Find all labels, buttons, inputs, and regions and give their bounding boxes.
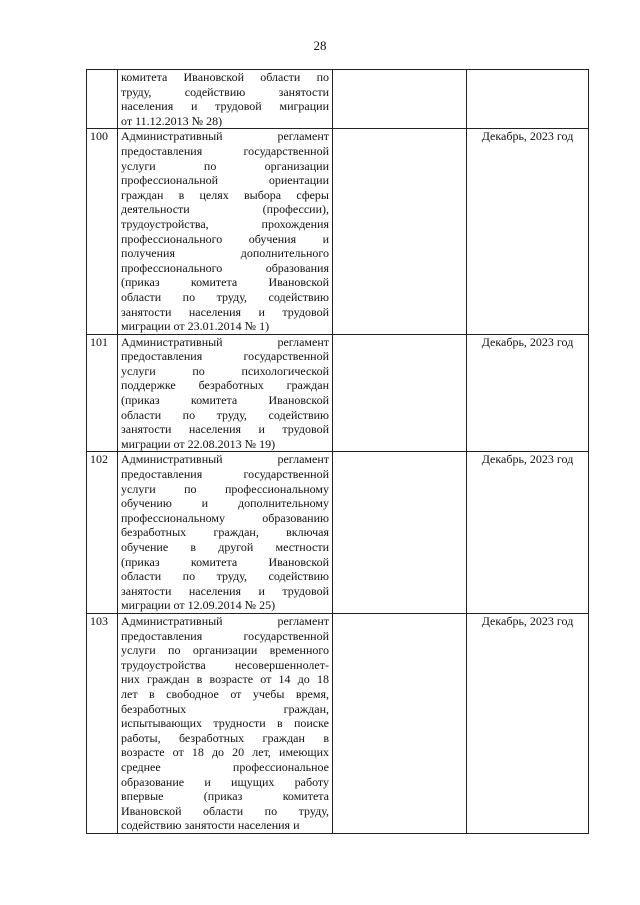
- responsible-cell: [333, 129, 467, 334]
- row-number: 101: [87, 334, 118, 452]
- deadline-cell: Декабрь, 2023 год: [467, 613, 589, 833]
- description-line: получения дополнительного: [121, 246, 329, 261]
- description-line: трудоустройства несовершеннолет-: [121, 657, 329, 672]
- description-line: занятости населения и трудовой: [121, 422, 329, 437]
- description-line: испытывающих трудности в поиске: [121, 716, 329, 731]
- table-row: [87, 70, 589, 129]
- description-line: от 11.12.2013 № 28): [121, 113, 223, 128]
- description-line: содействию занятости населения и: [121, 818, 300, 833]
- row-number: [87, 70, 118, 129]
- regulation-description: [118, 129, 333, 334]
- table-row: [87, 334, 589, 452]
- description-line: (приказ комитета Ивановской: [121, 275, 329, 290]
- description-line: безработных граждан, включая: [121, 525, 329, 540]
- responsible-cell: [333, 613, 467, 833]
- regulation-description: [118, 334, 333, 452]
- row-number: 103: [87, 613, 118, 833]
- description-line: предоставления государственной: [121, 143, 329, 158]
- description-line: (приказ комитета Ивановской: [121, 554, 329, 569]
- description-line: миграции от 22.08.2013 № 19): [121, 436, 276, 451]
- deadline-cell: Декабрь, 2023 год: [467, 452, 589, 614]
- regulation-description: [118, 452, 333, 614]
- description-line: миграции от 12.09.2014 № 25): [121, 598, 276, 613]
- description-line: них граждан в возрасте от 14 до 18: [121, 672, 329, 687]
- row-number: 100: [87, 129, 118, 334]
- description-line: профессионального обучения и: [121, 231, 329, 246]
- description-line: профессионального образования: [121, 260, 329, 275]
- description-line: образование и ищущих работу: [121, 774, 329, 789]
- regulations-table: [86, 69, 589, 834]
- description-line: комитета Ивановской области по: [121, 70, 329, 84]
- description-line: предоставления государственной: [121, 628, 329, 643]
- responsible-cell: [333, 452, 467, 614]
- description-line: впервые (приказ комитета: [121, 789, 329, 804]
- description-line: Административный регламент: [121, 452, 329, 467]
- page-number: 28: [313, 38, 327, 53]
- description-line: области по труду, содействию: [121, 569, 329, 584]
- description-line: предоставления государственной: [121, 349, 329, 364]
- description-line: трудоустройства, прохождения: [121, 216, 329, 231]
- description-line: предоставления государственной: [121, 467, 329, 482]
- description-line: услуги по психологической: [121, 363, 329, 378]
- description-line: среднее профессиональное: [121, 759, 329, 774]
- description-line: работы, безработных граждан в: [121, 730, 329, 745]
- description-line: Административный регламент: [121, 334, 329, 349]
- description-line: обучению и дополнительному: [121, 496, 329, 511]
- description-line: области по труду, содействию: [121, 289, 329, 304]
- responsible-cell: [333, 334, 467, 452]
- description-line: Административный регламент: [121, 613, 329, 628]
- description-line: области по труду, содействию: [121, 407, 329, 422]
- description-line: возрасте от 18 до 20 лет, имеющих: [121, 745, 329, 760]
- description-line: Административный регламент: [121, 129, 329, 144]
- description-line: обучение в другой местности: [121, 540, 329, 554]
- description-line: услуги по профессиональному: [121, 481, 329, 496]
- description-line: профессиональному образованию: [121, 510, 329, 525]
- description-line: профессиональной ориентации: [121, 173, 329, 188]
- deadline-cell: Декабрь, 2023 год: [467, 334, 589, 452]
- description-line: занятости населения и трудовой: [121, 304, 329, 319]
- regulation-description: [118, 613, 333, 833]
- description-line: услуги по организации: [121, 158, 329, 173]
- description-line: граждан в целях выбора сферы: [121, 187, 329, 202]
- description-line: лет в свободное от учебы время,: [121, 686, 329, 701]
- row-number: 102: [87, 452, 118, 614]
- responsible-cell: [333, 70, 467, 129]
- table-row: [87, 129, 589, 334]
- regulation-description: [118, 70, 333, 129]
- description-line: труду, содействию занятости: [121, 84, 329, 99]
- description-line: деятельности (профессии),: [121, 202, 329, 217]
- description-line: занятости населения и трудовой: [121, 583, 329, 598]
- description-line: безработных граждан,: [121, 701, 329, 716]
- description-line: населения и трудовой миграции: [121, 99, 329, 114]
- description-line: услуги по организации временного: [121, 643, 329, 658]
- table-row: [87, 452, 589, 614]
- description-line: Ивановской области по труду,: [121, 803, 329, 818]
- deadline-cell: [467, 70, 589, 129]
- table-row: [87, 613, 589, 833]
- description-line: (приказ комитета Ивановской: [121, 393, 329, 408]
- description-line: поддержке безработных граждан: [121, 378, 329, 393]
- description-line: миграции от 23.01.2014 № 1): [121, 319, 270, 334]
- deadline-cell: Декабрь, 2023 год: [467, 129, 589, 334]
